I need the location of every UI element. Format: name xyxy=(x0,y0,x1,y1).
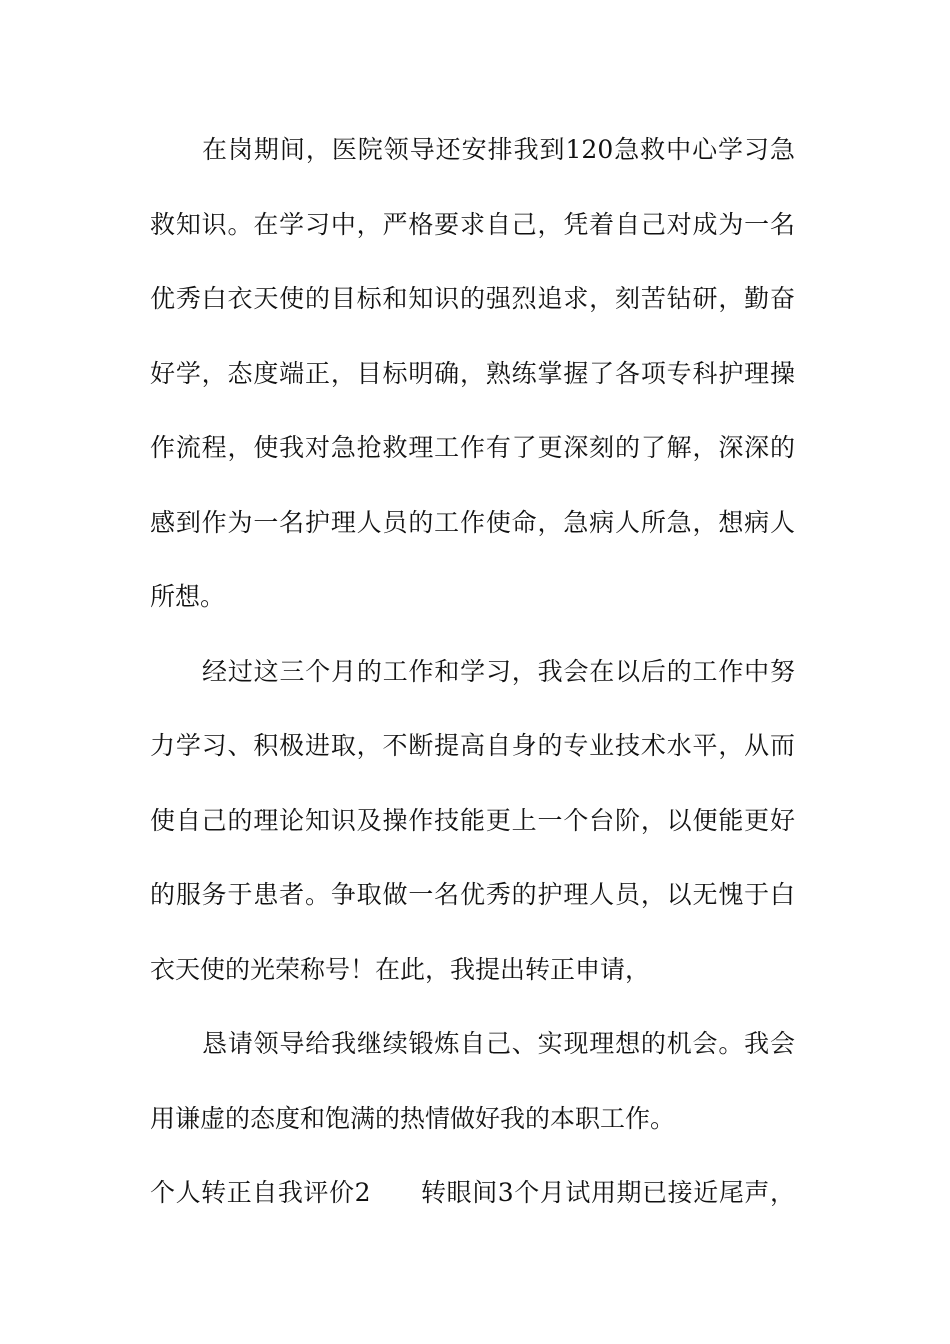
text-line: 使自己的理论知识及操作技能更上一个台阶，以便能更好 xyxy=(150,805,795,835)
text-line: 所想。 xyxy=(150,582,226,611)
text-line: 衣天使的光荣称号！在此，我提出转正申请， xyxy=(150,954,651,984)
text-line: 感到作为一名护理人员的工作使命，急病人所急，想病人 xyxy=(150,507,795,537)
text-line: 恳请领导给我继续锻炼自己、实现理想的机会。我会 xyxy=(202,1029,795,1058)
next-section-line xyxy=(150,1156,795,1231)
text-line: 救知识。在学习中，严格要求自己，凭着自己对成为一名 xyxy=(150,209,795,239)
paragraph-2 xyxy=(150,635,795,1008)
paragraph-1 xyxy=(150,113,795,635)
text-line: 的服务于患者。争取做一名优秀的护理人员，以无愧于白 xyxy=(150,880,795,909)
text-line: 作流程，使我对急抢救理工作有了更深刻的了解，深深的 xyxy=(150,433,795,462)
document-body xyxy=(150,113,795,1231)
section-text: 转眼间3个月试用期已接近尾声， xyxy=(420,1178,795,1207)
text-line: 经过这三个月的工作和学习，我会在以后的工作中努 xyxy=(202,656,795,686)
section-heading: 个人转正自我评价2 xyxy=(150,1178,371,1207)
text-line: 在岗期间，医院领导还安排我到120急救中心学习急 xyxy=(202,135,795,164)
text-line: 力学习、积极进取，不断提高自身的专业技术水平，从而 xyxy=(150,731,795,760)
text-line: 用谦虚的态度和饱满的热情做好我的本职工作。 xyxy=(150,1103,676,1133)
paragraph-3 xyxy=(150,1007,795,1156)
text-line: 优秀白衣天使的目标和知识的强烈追求，刻苦钻研，勤奋 xyxy=(150,284,795,313)
text-line: 好学，态度端正，目标明确，熟练掌握了各项专科护理操 xyxy=(150,358,795,388)
